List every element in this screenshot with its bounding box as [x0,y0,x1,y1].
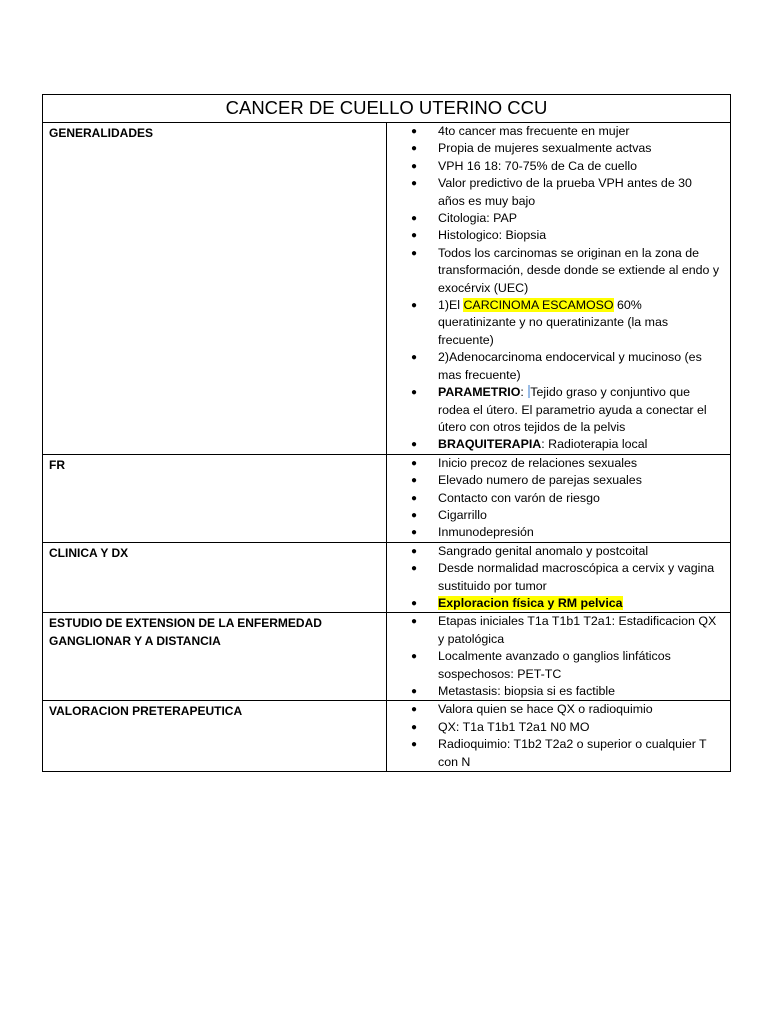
table-body [43,95,731,772]
list-item [387,349,730,384]
table-row [43,123,731,455]
row-content [387,613,731,701]
list-item [387,736,730,771]
table-row [43,701,731,772]
list-item [387,436,730,453]
bullet-icon: ● [411,213,418,225]
row-content [387,542,731,613]
bullet-icon: ● [411,739,418,751]
bullet-icon: ● [411,457,418,469]
item-text: Elevado numero de parejas sexuales [438,473,642,488]
bold-term: BRAQUITERAPIA [438,437,542,452]
list-item [387,613,730,648]
bullet-icon: ● [411,509,418,521]
item-text: Radioquimio: T1b2 T2a2 o superior o cualquier T con N [438,737,707,769]
list-item [387,595,730,612]
row-content [387,701,731,772]
table-row [43,613,731,701]
bullet-icon: ● [411,527,418,539]
item-text: Cigarrillo [438,507,487,522]
list-item [387,123,730,140]
bullet-icon: ● [411,686,418,697]
list-item [387,683,730,700]
highlighted-text: CARCINOMA ESCAMOSO [463,298,614,313]
list-item [387,384,730,436]
list-item [387,210,730,227]
item-text: Sangrado genital anomalo y postcoital [438,543,649,558]
list-item [387,701,730,718]
bullet-icon: ● [411,178,418,190]
highlighted-text: Exploracion física y RM pelvica [438,595,623,610]
list-item [387,543,730,560]
list-item [387,175,730,210]
table-row [43,542,731,613]
item-text: 4to cancer mas frecuente en mujer [438,124,630,138]
item-text: : [520,385,528,400]
item-text: Desde normalidad macroscópica a cervix y vagina sustituido por tumor [438,561,715,593]
list-item [387,719,730,736]
bullet-icon: ● [411,143,418,155]
list-item [387,560,730,595]
bullet-icon: ● [411,160,418,172]
item-text: Tejido graso y conjuntivo que rodea el útero. El parametrio ayuda a conectar el útero con otros tejidos de la pelvis [438,385,707,434]
title-row [43,95,731,123]
list-item [387,245,730,297]
bullet-icon: ● [411,545,418,557]
bold-term: PARAMETRIO [438,385,521,400]
bullet-icon: ● [411,126,418,137]
bullet-icon: ● [411,387,418,399]
bullet-icon: ● [411,352,418,364]
item-text: 60% queratinizante y no queratinizante (la mas frecuente) [438,298,669,347]
bullet-icon: ● [411,597,418,609]
list-item [387,648,730,683]
item-text: Etapas iniciales T1a T1b1 T2a1: Estadificacion QX y patológica [438,614,717,646]
item-text: Valora quien se hace QX o radioquimio [438,702,653,717]
item-text: Histologico: Biopsia [438,228,547,243]
bullet-list [387,701,730,771]
row-content [387,454,731,542]
item-text: Localmente avanzado o ganglios linfáticos sospechosos: PET-TC [438,649,671,681]
bullet-icon: ● [411,721,418,733]
document-title: CANCER DE CUELLO UTERINO CCU [43,95,731,123]
item-text: 2)Adenocarcinoma endocervical y mucinoso (es mas frecuente) [438,350,702,382]
item-text: Metastasis: biopsia si es factible [438,684,615,698]
item-text: Inicio precoz de relaciones sexuales [438,455,638,470]
bullet-list [387,123,730,454]
item-text: 1)El [438,298,464,313]
list-item [387,158,730,175]
bullet-list [387,543,730,613]
item-text: VPH 16 18: 70-75% de Ca de cuello [438,158,638,173]
list-item [387,507,730,524]
bullet-icon: ● [411,492,418,504]
bullet-icon: ● [411,616,418,628]
bullet-icon: ● [411,300,418,312]
row-label: FR [43,454,387,542]
row-label: CLINICA Y DX [43,542,387,613]
item-text: Propia de mujeres sexualmente actvas [438,141,652,156]
item-text: : Radioterapia local [541,437,648,452]
bullet-icon: ● [411,475,418,487]
list-item [387,140,730,157]
list-item [387,297,730,349]
bullet-icon: ● [411,247,418,259]
item-text: Citologia: PAP [438,211,517,226]
table-row [43,454,731,542]
bullet-icon: ● [411,230,418,242]
list-item [387,472,730,489]
row-content [387,123,731,455]
list-item [387,490,730,507]
list-item [387,227,730,244]
row-label: VALORACION PRETERAPEUTICA [43,701,387,772]
item-text: Todos los carcinomas se originan en la zona de transformación, desde donde se extiende al endo y exocérvix (UEC) [438,245,720,295]
bullet-icon: ● [411,563,418,575]
row-label: GENERALIDADES [43,123,387,455]
notes-table [42,94,731,772]
list-item [387,524,730,541]
item-text: Contacto con varón de riesgo [438,490,600,505]
bullet-list [387,455,730,542]
bullet-icon: ● [411,704,418,716]
item-text: Valor predictivo de la prueba VPH antes de 30 años es muy bajo [438,176,692,208]
item-text: Inmunodepresión [438,525,534,540]
row-label: ESTUDIO DE EXTENSION DE LA ENFERMEDAD GANGLIONAR Y A DISTANCIA [43,613,387,701]
bullet-icon: ● [411,439,418,451]
bullet-icon: ● [411,651,418,663]
bullet-list [387,613,730,700]
list-item [387,455,730,472]
item-text: QX: T1a T1b1 T2a1 N0 MO [438,719,590,734]
